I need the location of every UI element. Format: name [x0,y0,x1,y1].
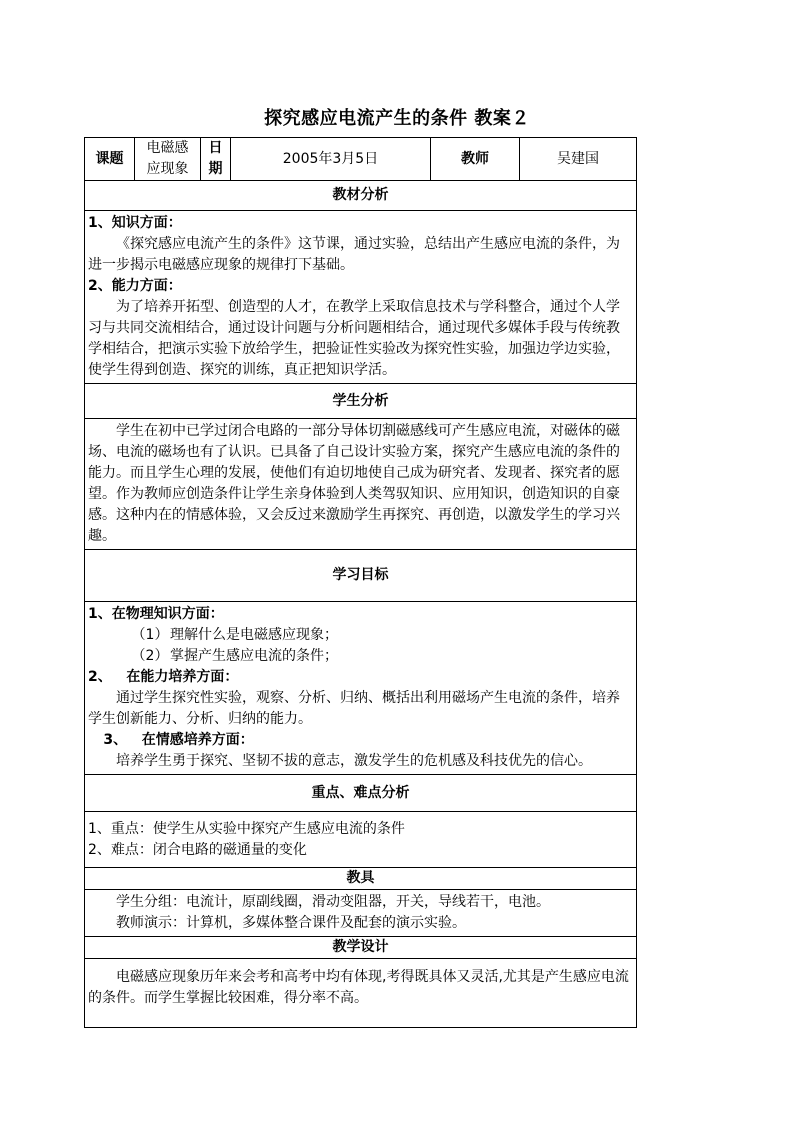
topic-value: 电磁感 应现象 [135,138,201,181]
document-title: 探究感应电流产生的条件 教案２ [264,108,530,129]
teacher-value: 吴建国 [520,138,637,181]
section-heading-textbook: 教材分析 [85,181,637,211]
section-body-goals: 1、在物理知识方面： （1） 理解什么是电磁感应现象； （2） 掌握产生感应电流的条件； 2、 在能力培养方面： 通过学生探究性实验，观察、分析、归纳、概括出利用磁场产生电流的条件，培养学生创新能力、分析、归纳的能力。 3、 在情感培养方面： 培养学生勇于探究、坚韧不拔的意志，激发学生的危机感及科技优先的信心。 [85,602,637,775]
section-heading-students: 学生分析 [85,384,637,419]
header-row [85,138,637,181]
section-heading-goals: 学习目标 [85,550,637,602]
section-body-keypoints: 1、重点：使学生从实验中探究产生感应电流的条件 2、难点：闭合电路的磁通量的变化 [85,812,637,868]
section-body-textbook: 1、知识方面： 《探究感应电流产生的条件》这节课，通过实验，总结出产生感应电流的条件，为进一步揭示电磁感应现象的规律打下基础。 2、能力方面： 为了培养开拓型、创造型的人才，在教学上采取信息技术与学科整合，通过个人学习与共同交流相结合，通过设计问题与分析问题相结合，通过现代多媒体手段与传统教学相结合，把演示实验下放给学生，把验证性实验改为探究性实验，加强边学边实验，使学生得到创造、探究的训练，真正把知识学活。 [85,211,637,384]
lesson-plan-table [84,137,637,1028]
list-item: （1） 理解什么是电磁感应现象； [131,627,338,643]
ability-text: 为了培养开拓型、创造型的人才，在教学上采取信息技术与学科整合，通过个人学习与共同交流相结合，通过设计问题与分析问题相结合，通过现代多媒体手段与传统教学相结合，把演示实验下放给学生，把验证性实验改为探究性实验，加强边学边实验，使学生得到创造、探究的训练，真正把知识学活。 [88,299,620,378]
knowledge-text: 《探究感应电流产生的条件》这节课，通过实验，总结出产生感应电流的条件，为进一步揭示电磁感应现象的规律打下基础。 [88,236,620,273]
section-body-design: 电磁感应现象历年来会考和高考中均有体现,考得既具体又灵活,尤其是产生感应电流的条件。而学生掌握比较困难，得分率不高。 [85,959,637,1028]
list-item: （2） 掌握产生感应电流的条件； [131,648,338,664]
section-body-students: 学生在初中已学过闭合电路的一部分导体切割磁感线可产生感应电流，对磁体的磁场、电流的磁场也有了认识。已具备了自己设计实验方案，探究产生感应电流的条件的能力。而且学生心理的发展，使他们有迫切地使自己成为研究者、发现者、探究者的愿望。作为教师应创造条件让学生亲身体验到人类驾驭知识、应用知识，创造知识的自豪感。这种内在的情感体验，又会反过来激励学生再探究、再创造，以激发学生的学习兴趣。 [85,419,637,550]
section-heading-design: 教学设计 [85,937,637,959]
topic-label: 课题 [85,138,135,181]
section-body-tools: 学生分组：电流计，原副线圈，滑动变阻器，开关，导线若干，电池。 教师演示：计算机，多媒体整合课件及配套的演示实验。 [85,890,637,937]
teacher-label: 教师 [431,138,520,181]
date-value: 2005年3月5日 [231,138,431,181]
date-label: 日 期 [201,138,231,181]
section-heading-tools: 教具 [85,868,637,890]
section-heading-keypoints: 重点、难点分析 [85,775,637,812]
